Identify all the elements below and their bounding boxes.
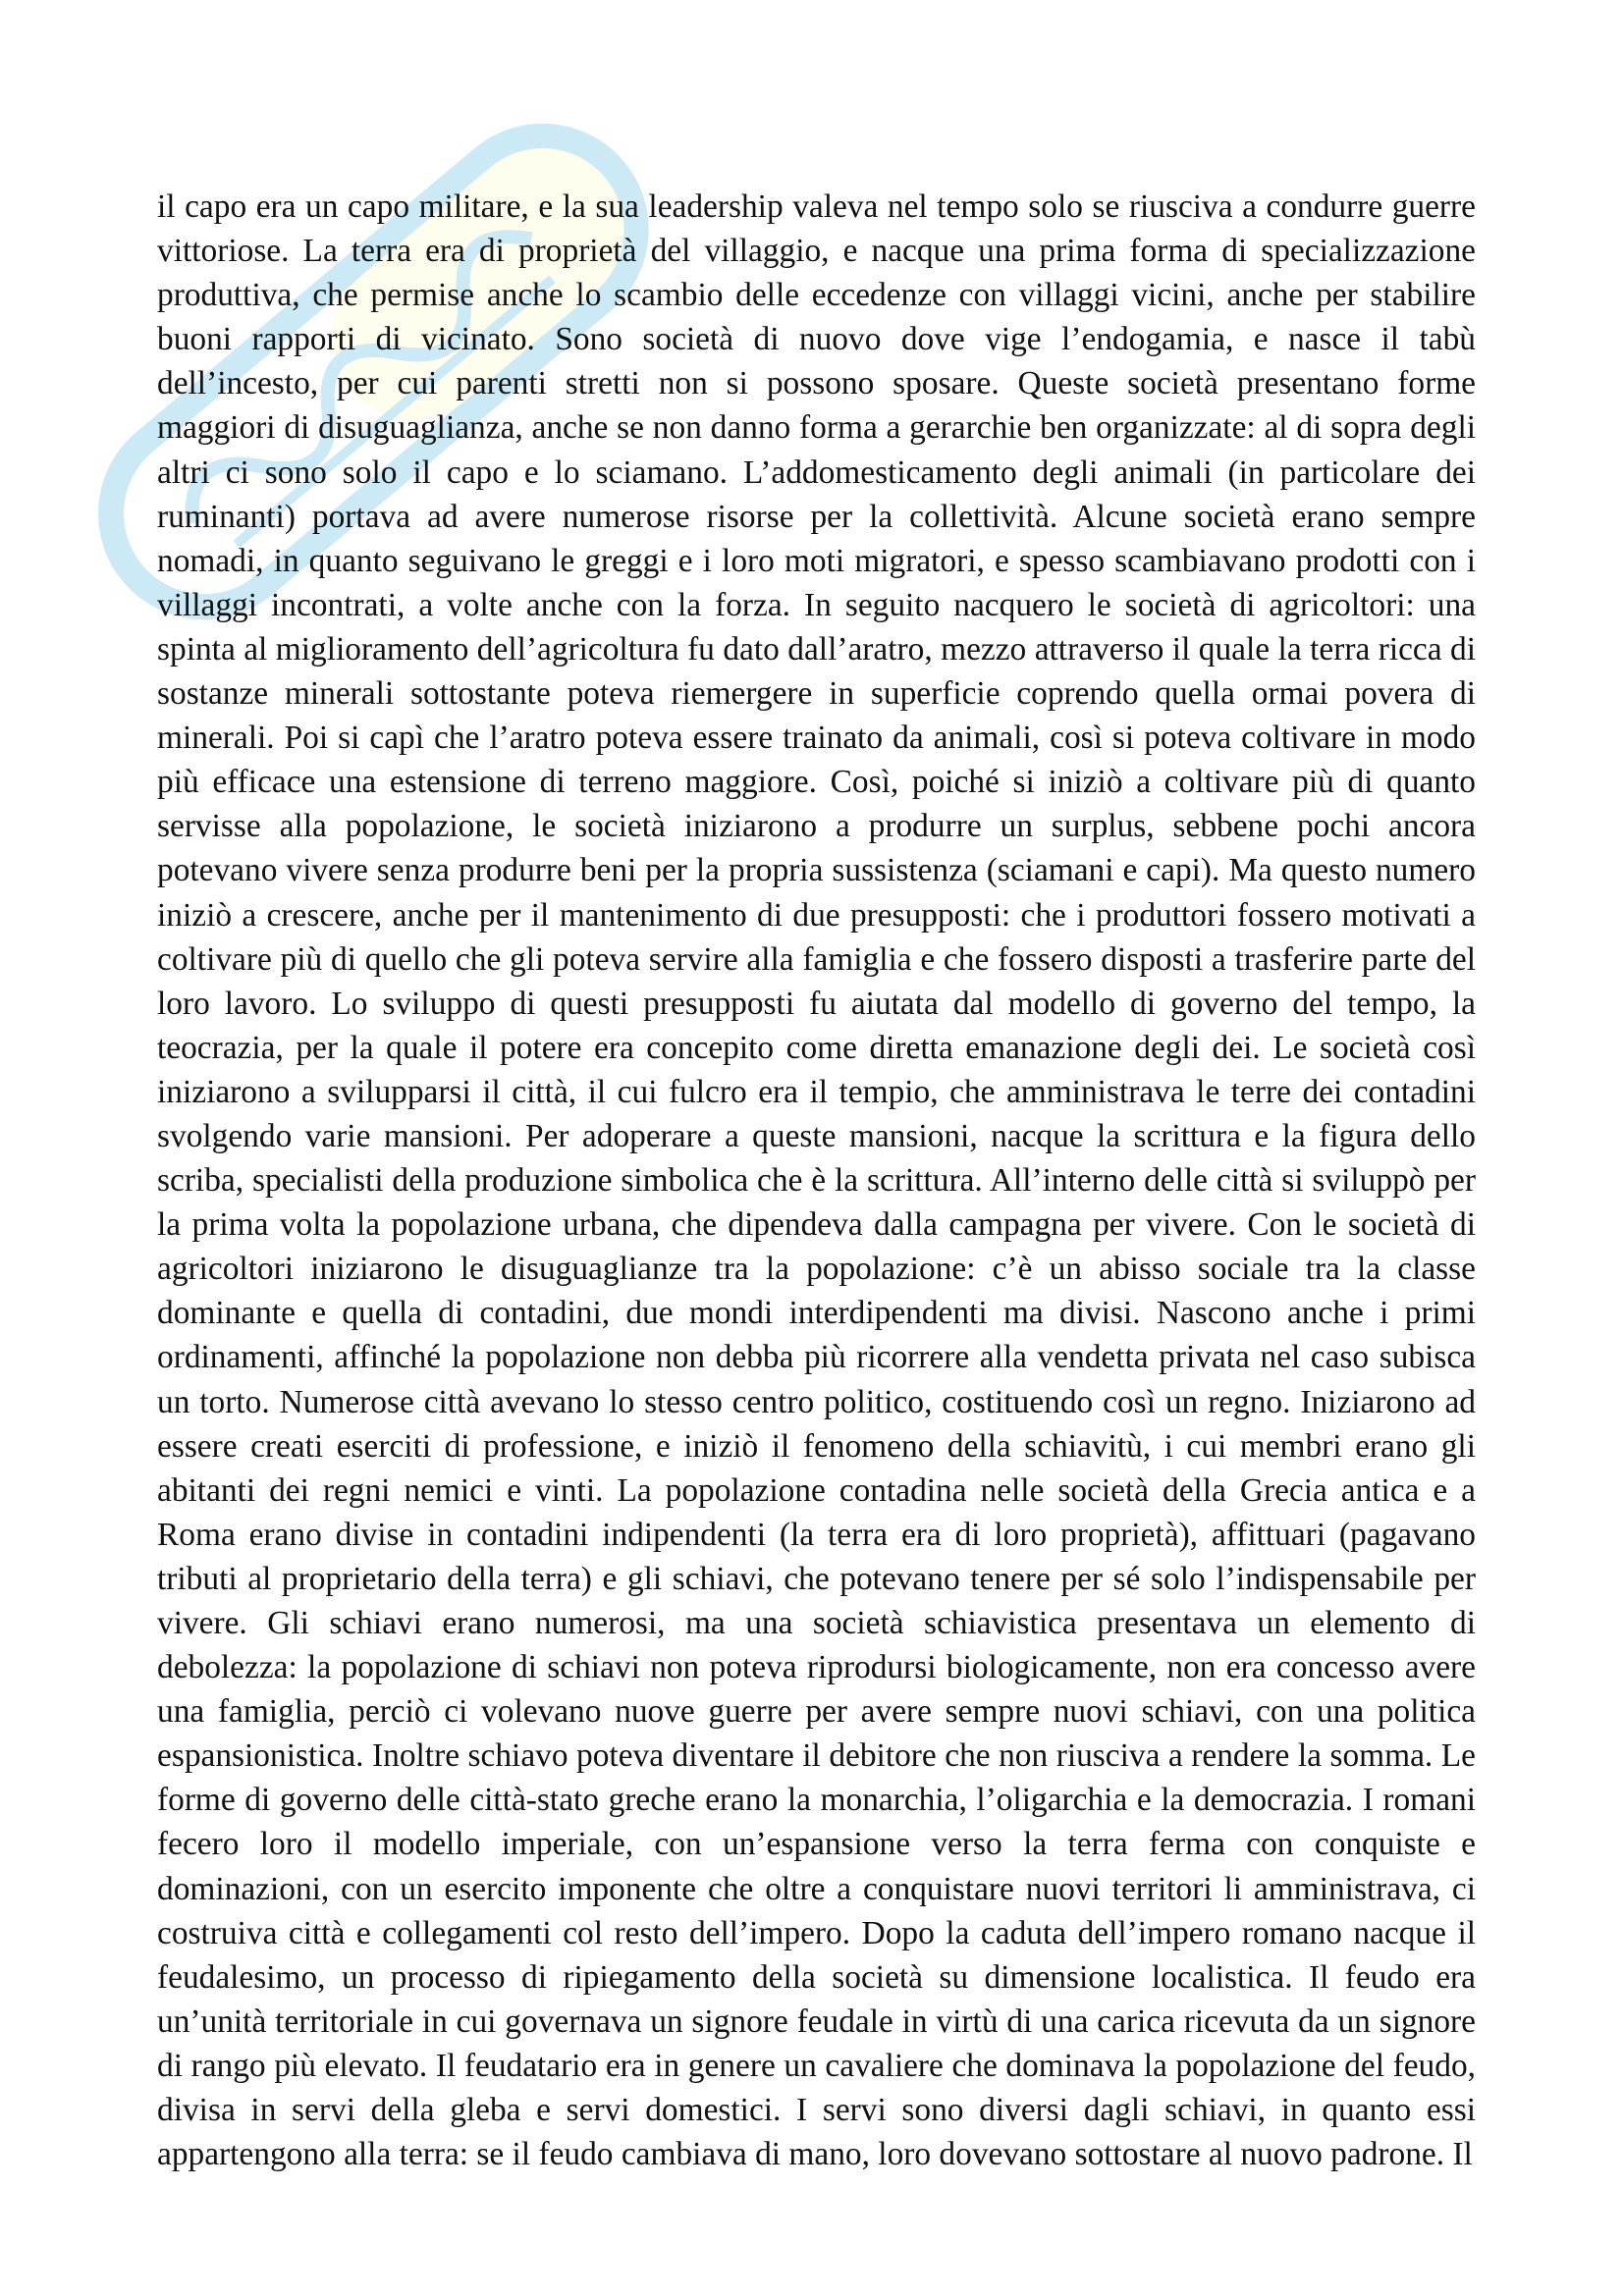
- body-paragraph: il capo era un capo militare, e la sua leadership valeva nel tempo solo se riusciva a condurre guerre vittoriose. La terra era di proprietà del villaggio, e nacque una prima forma di specializzazione produttiva, che permise anche lo scambio delle eccedenze con villaggi vicini, anche per stabilire buoni rapporti di vicinato. Sono società di nuovo dove vige l’endogamia, e nasce il tabù dell’incesto, per cui parenti stretti non si possono sposare. Queste società presentano forme maggiori di disuguaglianza, anche se non danno forma a gerarchie ben organizzate: al di sopra degli altri ci sono solo il capo e lo sciamano. L’addomesticamento degli animali (in particolare dei ruminanti) portava ad avere numerose risorse per la collettività. Alcune società erano sempre nomadi, in quanto seguivano le greggi e i loro moti migratori, e spesso scambiavano prodotti con i villaggi incontrati, a volte anche con la forza. In seguito nacquero le società di agricoltori: una spinta al miglioramento dell’agricoltura fu dato dall’aratro, mezzo attraverso il quale la terra ricca di sostanze minerali sottostante poteva riemergere in superficie coprendo quella ormai povera di minerali. Poi si capì che l’aratro poteva essere trainato da animali, così si poteva coltivare in modo più efficace una estensione di terreno maggiore. Così, poiché si iniziò a coltivare più di quanto servisse alla popolazione, le società iniziarono a produrre un surplus, sebbene pochi ancora potevano vivere senza produrre beni per la propria sussistenza (sciamani e capi). Ma questo numero iniziò a crescere, anche per il mantenimento di due presupposti: che i produttori fossero motivati a coltivare più di quello che gli poteva servire alla famiglia e che fossero disposti a trasferire parte del loro lavoro. Lo sviluppo di questi presupposti fu aiutata dal modello di governo del tempo, la teocrazia, per la quale il potere era concepito come diretta emanazione degli dei. Le società così iniziarono a svilupparsi il città, il cui fulcro era il tempio, che amministrava le terre dei contadini svolgendo varie mansioni. Per adoperare a queste mansioni, nacque la scrittura e la figura dello scriba, specialisti della produzione simbolica che è la scrittura. All’interno delle città si sviluppò per la prima volta la popolazione urbana, che dipendeva dalla campagna per vivere. Con le società di agricoltori iniziarono le disuguaglianze tra la popolazione: c’è un abisso sociale tra la classe dominante e quella di contadini, due mondi interdipendenti ma divisi. Nascono anche i primi ordinamenti, affinché la popolazione non debba più ricorrere alla vendetta privata nel caso subisca un torto. Numerose città avevano lo stesso centro politico, costituendo così un regno. Iniziarono ad essere creati eserciti di professione, e iniziò il fenomeno della schiavitù, i cui membri erano gli abitanti dei regni nemici e vinti. La popolazione contadina nelle società della Grecia antica e a Roma erano divise in contadini indipendenti (la terra era di loro proprietà), affittuari (pagavano tributi al proprietario della terra) e gli schiavi, che potevano tenere per sé solo l’indispensabile per vivere. Gli schiavi erano numerosi, ma una società schiavistica presentava un elemento di debolezza: la popolazione di schiavi non poteva riprodursi biologicamente, non era concesso avere una famiglia, perciò ci volevano nuove guerre per avere sempre nuovi schiavi, con una politica espansionistica. Inoltre schiavo poteva diventare il debitore che non riusciva a rendere la somma. Le forme di governo delle città-stato greche erano la monarchia, l’oligarchia e la democrazia. I romani fecero loro il modello imperiale, con un’espansione verso la terra ferma con conquiste e dominazioni, con un esercito imponente che oltre a conquistare nuovi territori li amministrava, ci costruiva città e collegamenti col resto dell’impero. Dopo la caduta dell’impero romano nacque il feudalesimo, un processo di ripiegamento della società su dimensione localistica. Il feudo era un’unità territoriale in cui governava un signore feudale in virtù di una carica ricevuta da un signore di rango più elevato. Il feudatario era in genere un cavaliere che dominava la popolazione del feudo, divisa in servi della gleba e servi domestici. I servi sono diversi dagli schiavi, in quanto essi appartengono alla terra: se il feudo cambiava di mano, loro dovevano sottostare al nuovo padrone. Il: [157, 188, 1476, 2173]
